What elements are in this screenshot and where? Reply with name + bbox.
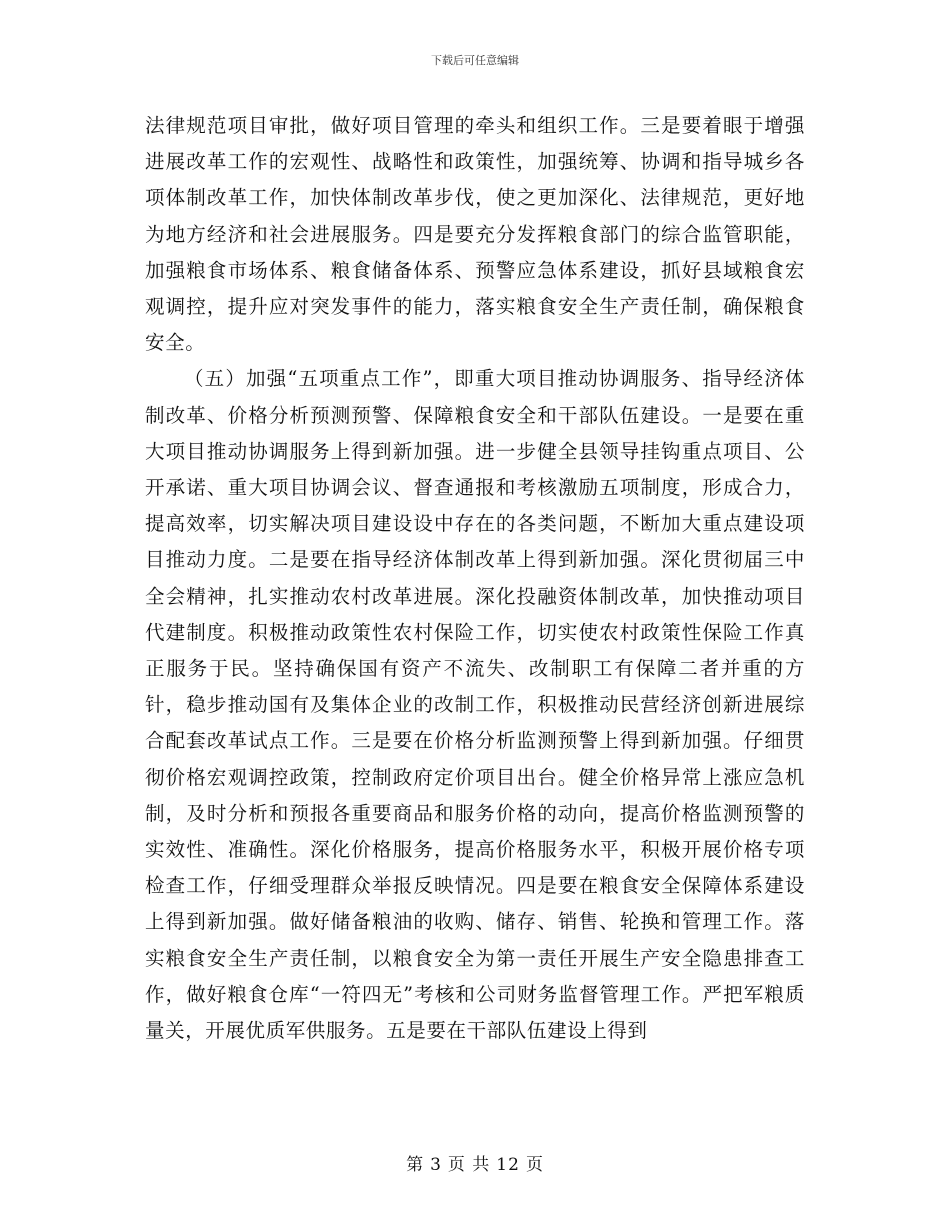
total-pages-number: 12	[496, 1155, 520, 1175]
paragraph-section-five: （五）加强“五项重点工作”，即重大项目推动协调服务、指导经济体制改革、价格分析预测预警、保障粮食安全和干部队伍建设。一是要在重大项目推动协调服务上得到新加强。进一步健全县领导挂钩重点项目、公开承诺、重大项目协调会议、督查通报和考核激励五项制度，形成合力，提高效率，切实解决项目建设设中存在的各类问题，不断加大重点建设项目推动力度。二是要在指导经济体制改革上得到新加强。深化贯彻届三中全会精神，扎实推动农村改革进展。深化投融资体制改革，加快推动项目代建制度。积极推动政策性农村保险工作，切实使农村政策性保险工作真正服务于民。坚持确保国有资产不流失、改制职工有保障二者并重的方针，稳步推动国有及集体企业的改制工作，积极推动民营经济创新进展综合配套改革试点工作。三是要在价格分析监测预警上得到新加强。仔细贯彻价格宏观调控政策，控制政府定价项目出台。健全价格异常上涨应急机制，及时分析和预报各重要商品和服务价格的动向，提高价格监测预警的实效性、准确性。深化价格服务，提高价格服务水平，积极开展价格专项检查工作，仔细受理群众举报反映情况。四是要在粮食安全保障体系建设上得到新加强。做好储备粮油的收购、储存、销售、轮换和管理工作。落实粮食安全生产责任制，以粮食安全为第一责任开展生产安全隐患排查工作，做好粮食仓库“一符四无”考核和公司财务监督管理工作。严把军粮质量关，开展优质军供服务。五是要在干部队伍建设上得到	[145, 367, 805, 1043]
footer-middle: 页 共	[447, 1155, 491, 1175]
current-page-number: 3	[430, 1155, 442, 1175]
paragraph-continued: 法律规范项目审批，做好项目管理的牵头和组织工作。三是要着眼于增强进展改革工作的宏观性、战略性和政策性，加强统筹、协调和指导城乡各项体制改革工作，加快体制改革步伐，使之更加深化、法律规范，更好地为地方经济和社会进展服务。四是要充分发挥粮食部门的综合监管职能，加强粮食市场体系、粮食储备体系、预警应急体系建设，抓好县域粮食宏观调控，提升应对突发事件的能力，落实粮食安全生产责任制，确保粮食安全。	[145, 114, 805, 355]
footer-prefix: 第	[406, 1155, 425, 1175]
footer-suffix: 页	[525, 1155, 544, 1175]
page-header: 下载后可任意编辑	[431, 54, 519, 67]
document-body	[145, 108, 805, 1049]
page-footer	[0, 1150, 950, 1175]
